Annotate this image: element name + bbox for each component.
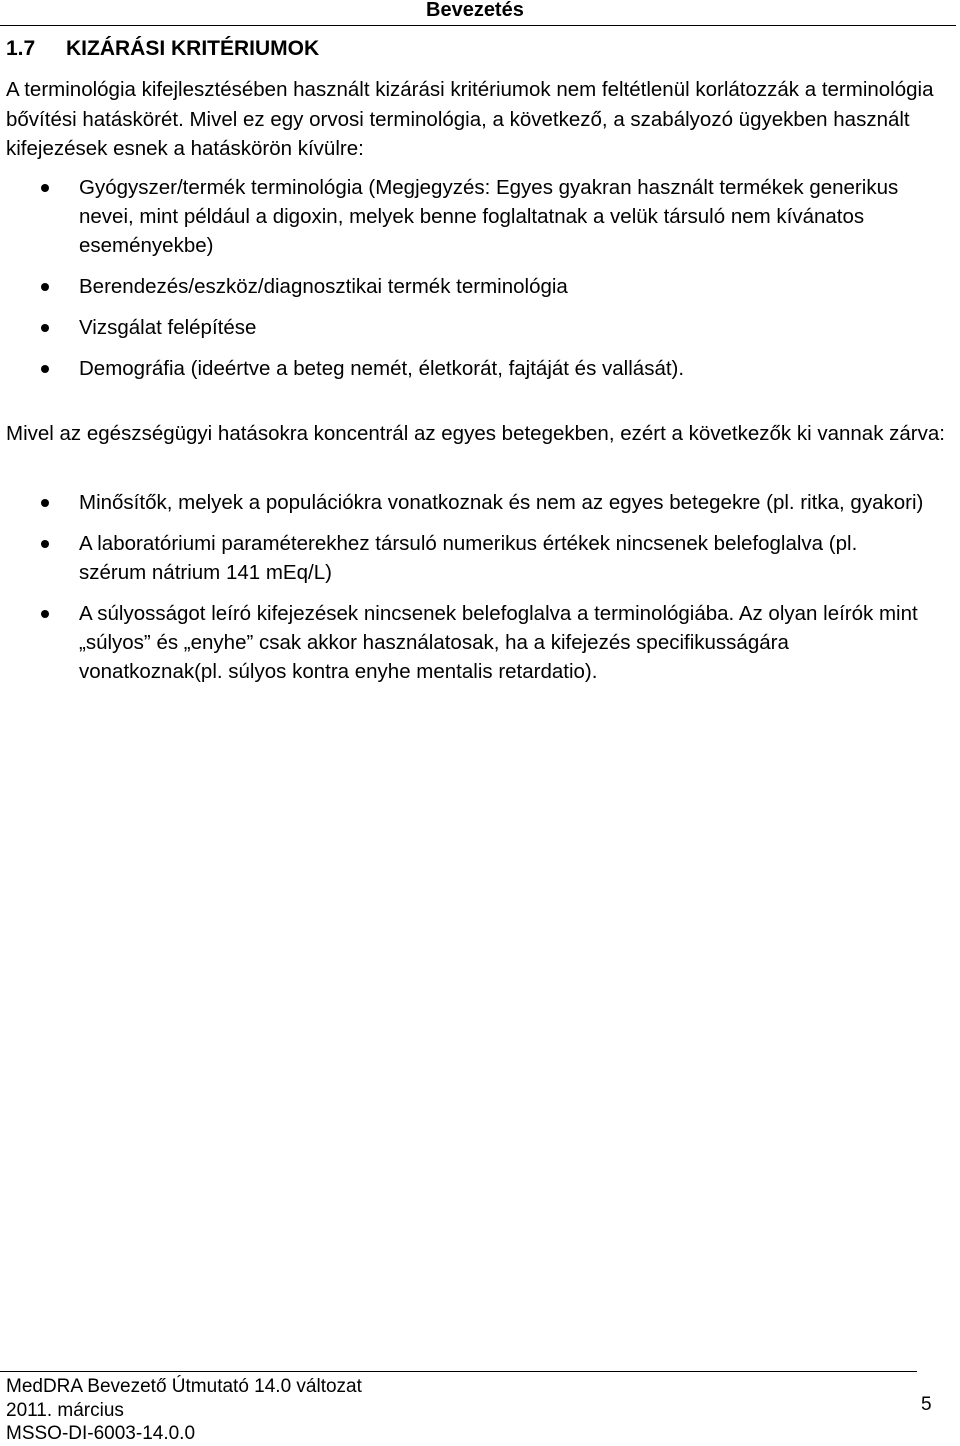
footer-date: 2011. március <box>6 1399 124 1421</box>
page-number: 5 <box>921 1394 932 1415</box>
list-item <box>0 529 930 587</box>
bullet-icon <box>41 283 49 291</box>
exclusion-list-patient <box>0 488 930 698</box>
bullet-icon <box>41 184 49 192</box>
footer <box>6 1375 362 1446</box>
footer-doc-id: MSSO-DI-6003-14.0.0 <box>6 1423 196 1444</box>
bullet-icon <box>41 610 49 618</box>
footer-doc-title: MedDRA Bevezető Útmutató 14.0 változat <box>6 1376 362 1397</box>
list-item-text: Gyógyszer/termék terminológia (Megjegyzés: Egyes gyakran használt termékek generikus nevei, mint például a digoxin, melyek benne foglaltatnak a velük társuló nem kívánatos eseményekbe) <box>79 176 899 257</box>
list-item-text: A súlyosságot leíró kifejezések nincsenek belefoglalva a terminológiába. Az olyan leírók mint „súlyos” és „enyhe” csak akkor használatosak, ha a kifejezés specifikusságára vonatkoznak(pl. súlyos kontra enyhe mentalis retardatio). <box>79 602 918 683</box>
bullet-icon <box>41 540 49 548</box>
list-item <box>0 272 930 301</box>
section-title: KIZÁRÁSI KRITÉRIUMOK <box>66 37 320 60</box>
bullet-icon <box>41 499 49 507</box>
bullet-icon <box>41 324 49 332</box>
list-item-text: Vizsgálat felépítése <box>79 316 257 339</box>
intro-paragraph: A terminológia kifejlesztésében használt kizárási kritériumok nem feltétlenül korlátozzák a terminológia bővítési hatáskörét. Mivel ez egy orvosi terminológia, a következő, a szabályozó ügyekben használt kifejezések esnek a hatáskörön kívülre: <box>6 78 934 160</box>
list-item <box>0 599 930 686</box>
list-item-text: Minősítők, melyek a populációkra vonatkoznak és nem az egyes betegekre (pl. ritka, gyakori) <box>79 491 924 514</box>
list-item <box>0 173 930 260</box>
list-item <box>0 488 930 517</box>
list-item-text: Berendezés/eszköz/diagnosztikai termék terminológia <box>79 275 568 298</box>
running-header-title: Bevezetés <box>426 0 524 21</box>
list-item <box>0 313 930 342</box>
section-number: 1.7 <box>6 37 36 60</box>
footer-rule <box>0 1371 917 1372</box>
list-item-text: A laboratóriumi paraméterekhez társuló numerikus értékek nincsenek belefoglalva (pl. szérum nátrium 141 mEq/L) <box>79 532 858 584</box>
exclusion-list-regulatory <box>0 173 930 395</box>
list-item <box>0 354 930 383</box>
second-paragraph: Mivel az egészségügyi hatásokra koncentrál az egyes betegekben, ezért a következők ki vannak zárva: <box>6 422 945 445</box>
section-heading <box>6 36 319 62</box>
list-item-text: Demográfia (ideértve a beteg nemét, életkorát, fajtáját és vallását). <box>79 357 685 380</box>
bullet-icon <box>41 365 49 373</box>
running-header <box>0 0 956 26</box>
